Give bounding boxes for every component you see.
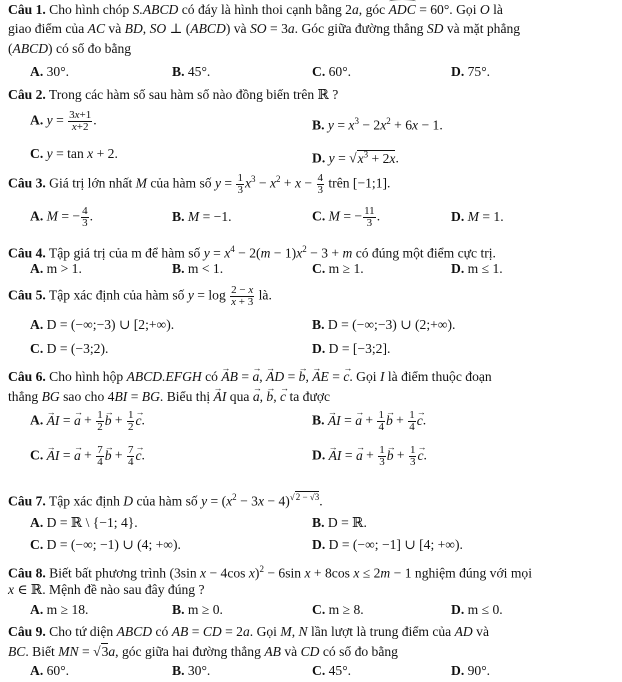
q6-option-a[interactable]: A. → AI = → a + $\frac{1}{2}$ → b + $\frac{1}{2}$ → c. <box>30 410 145 433</box>
q8-option-a-text: m ≥ 18. <box>46 602 89 617</box>
q8-line2: x ∈ ℝ. Mệnh đề nào sau đây đúng ? <box>8 582 205 597</box>
q5-option-a-text: D = (−∞;−3) ∪ [2;+∞). <box>46 317 175 332</box>
q9-line2: BC. Biết MN = √3a, góc giữa hai đường thẳng AB và CD có số đo bằng <box>8 644 398 659</box>
q9-option-b[interactable]: B. 30°. <box>172 663 211 678</box>
q7-option-b[interactable]: B. D = ℝ. <box>312 515 367 530</box>
q5-option-c-text: D = (−3;2). <box>46 341 109 356</box>
q2-option-d[interactable]: D. $y = √x^3 + 2x$. <box>312 149 399 166</box>
q7-option-c[interactable]: C. D = (−∞; −1) ∪ (4; +∞). <box>30 537 181 552</box>
q1-option-d[interactable]: D. 75°. <box>451 64 491 79</box>
q5-option-d-text: D = [−3;2]. <box>328 341 391 356</box>
q8-option-c[interactable]: C. m ≥ 8. <box>312 602 364 617</box>
q7-label: Câu 7. <box>8 493 46 509</box>
q6-line1: Câu 6. Cho hình hộp ABCD.EFGH có → AB = → a, → AD = → b, → AE = → c. Gọi I là điểm thuộc đoạn <box>8 369 492 385</box>
q4-option-a-text: m > 1. <box>46 261 82 276</box>
q1-option-d-text: 75°. <box>467 64 491 79</box>
q6-option-d[interactable]: D. → AI = → a + $\frac{1}{3}$ → b + $\frac{1}{3}$ → c. <box>312 445 427 468</box>
q4-option-b-text: m < 1. <box>187 261 224 276</box>
q3-option-a[interactable]: A. M = − $\frac{4}{3}$ . <box>30 205 93 229</box>
q2-option-c[interactable]: C. y = tan x + 2. <box>30 146 118 161</box>
q3-option-d[interactable]: D. M = 1. <box>451 209 504 224</box>
q1-label: Câu 1. <box>8 2 46 17</box>
q5-option-b[interactable]: B. D = (−∞;−3) ∪ (2;+∞). <box>312 317 456 332</box>
q1-option-c-text: 60°. <box>328 64 352 79</box>
q4-option-a[interactable]: A. m > 1. <box>30 261 82 276</box>
q4-option-c[interactable]: C. m ≥ 1. <box>312 261 364 276</box>
q3-stem: Câu 3. Giá trị lớn nhất M của hàm số y = $\frac{1}{3}$ $x^3 - x^2 + x$ − $\frac{4}{3}$ trên [−1;1]. <box>8 171 391 196</box>
q1-option-a[interactable]: A. 30°. <box>30 64 70 79</box>
q8-line1: Câu 8. Biết bất phương trình (3sin x − 4cos x)$^2$ − 6sin x + 8cos x ≤ 2m − 1 nghiệm đúng với mọi <box>8 564 532 581</box>
q5-label: Câu 5. <box>8 287 46 303</box>
q8-option-d[interactable]: D. m ≤ 0. <box>451 602 503 617</box>
q4-option-d[interactable]: D. m ≤ 1. <box>451 261 503 276</box>
q4-stem: Câu 4. Tập giá trị của m để hàm số $y = x^4 - 2(m - 1)x^2 - 3 + m$ có đúng một điểm cực trị. <box>8 244 496 261</box>
q8-label: Câu 8. <box>8 565 46 581</box>
q3-option-b[interactable]: B. M = −1. <box>172 209 232 224</box>
q1-line2: giao điểm của AC và BD, SO ⊥ (ABCD) và SO = 3a. Góc giữa đường thẳng SD và mặt phẳng <box>8 21 521 36</box>
q9-option-a-text: 60°. <box>46 663 70 678</box>
q5-stem: Câu 5. Tập xác định của hàm số y = log $\frac{2 - x}{x + 3}$ là. <box>8 284 272 308</box>
q7-option-b-text: D = ℝ. <box>327 515 367 530</box>
q3-label: Câu 3. <box>8 175 46 191</box>
q6-option-c[interactable]: C. → AI = → a + $\frac{7}{4}$ → b + $\frac{7}{4}$ → c. <box>30 445 145 468</box>
q1-line1: Câu 1. Cho hình chóp S.ABCD có đáy là hình thoi cạnh bằng 2a, góc ADC = 60°. Gọi O là <box>8 2 503 17</box>
q8-option-c-text: m ≥ 8. <box>328 602 364 617</box>
q2-label: Câu 2. <box>8 87 46 102</box>
q5-option-d[interactable]: D. D = [−3;2]. <box>312 341 391 356</box>
q5-option-b-text: D = (−∞;−3) ∪ (2;+∞). <box>327 317 456 332</box>
q4-label: Câu 4. <box>8 245 46 261</box>
q6-option-b[interactable]: B. → AI = → a + $\frac{1}{4}$ → b + $\frac{1}{4}$ → c. <box>312 410 426 433</box>
q3-option-c[interactable]: C. M = − $\frac{11}{3}$ . <box>312 205 381 229</box>
q9-line1: Câu 9. Cho tứ diện ABCD có AB = CD = 2a. Gọi M, N lần lượt là trung điểm của AD và <box>8 624 489 639</box>
q9-option-c[interactable]: C. 45°. <box>312 663 352 678</box>
q1-option-b[interactable]: B. 45°. <box>172 64 211 79</box>
q1-option-b-text: 45°. <box>187 64 211 79</box>
q9-option-c-text: 45°. <box>328 663 352 678</box>
q2-option-b[interactable]: B. $y = x^3 - 2x^2 + 6x - 1$. <box>312 116 443 133</box>
q1-option-a-text: 30°. <box>46 64 70 79</box>
q2-option-a[interactable]: A. y = $\frac{3x+1}{x+2}$ . <box>30 109 97 133</box>
q8-option-d-text: m ≤ 0. <box>467 602 503 617</box>
q9-option-d-text: 90°. <box>467 663 491 678</box>
q4-option-d-text: m ≤ 1. <box>467 261 503 276</box>
q7-stem: Câu 7. Tập xác định D của hàm số $y = (x^2 - 3x - 4)^{√2 - √3}$. <box>8 492 323 509</box>
q7-option-c-text: D = (−∞; −1) ∪ (4; +∞). <box>46 537 181 552</box>
q8-option-a[interactable]: A. m ≥ 18. <box>30 602 89 617</box>
q7-option-a-text: D = ℝ \ {−1; 4}. <box>46 515 138 530</box>
q4-option-c-text: m ≥ 1. <box>328 261 364 276</box>
q5-option-a[interactable]: A. D = (−∞;−3) ∪ [2;+∞). <box>30 317 175 332</box>
q9-option-a[interactable]: A. 60°. <box>30 663 70 678</box>
q1-option-c[interactable]: C. 60°. <box>312 64 352 79</box>
q6-label: Câu 6. <box>8 369 46 384</box>
q9-label: Câu 9. <box>8 624 46 639</box>
q2-stem: Câu 2. Trong các hàm số sau hàm số nào đồng biến trên ℝ ? <box>8 87 339 102</box>
q8-option-b[interactable]: B. m ≥ 0. <box>172 602 223 617</box>
q7-option-d[interactable]: D. D = (−∞; −1] ∪ [4; +∞). <box>312 537 463 552</box>
q6-line2: thẳng BG sao cho 4BI = BG. Biểu thị → AI qua → a, → b, → c ta được <box>8 389 330 405</box>
q5-option-c[interactable]: C. D = (−3;2). <box>30 341 109 356</box>
q7-option-a[interactable]: A. D = ℝ \ {−1; 4}. <box>30 515 138 530</box>
q8-option-b-text: m ≥ 0. <box>187 602 223 617</box>
q4-option-b[interactable]: B. m < 1. <box>172 261 224 276</box>
q7-option-d-text: D = (−∞; −1] ∪ [4; +∞). <box>328 537 463 552</box>
q9-option-b-text: 30°. <box>187 663 211 678</box>
q1-line3: (ABCD) có số đo bằng <box>8 41 132 56</box>
q9-option-d[interactable]: D. 90°. <box>451 663 491 678</box>
